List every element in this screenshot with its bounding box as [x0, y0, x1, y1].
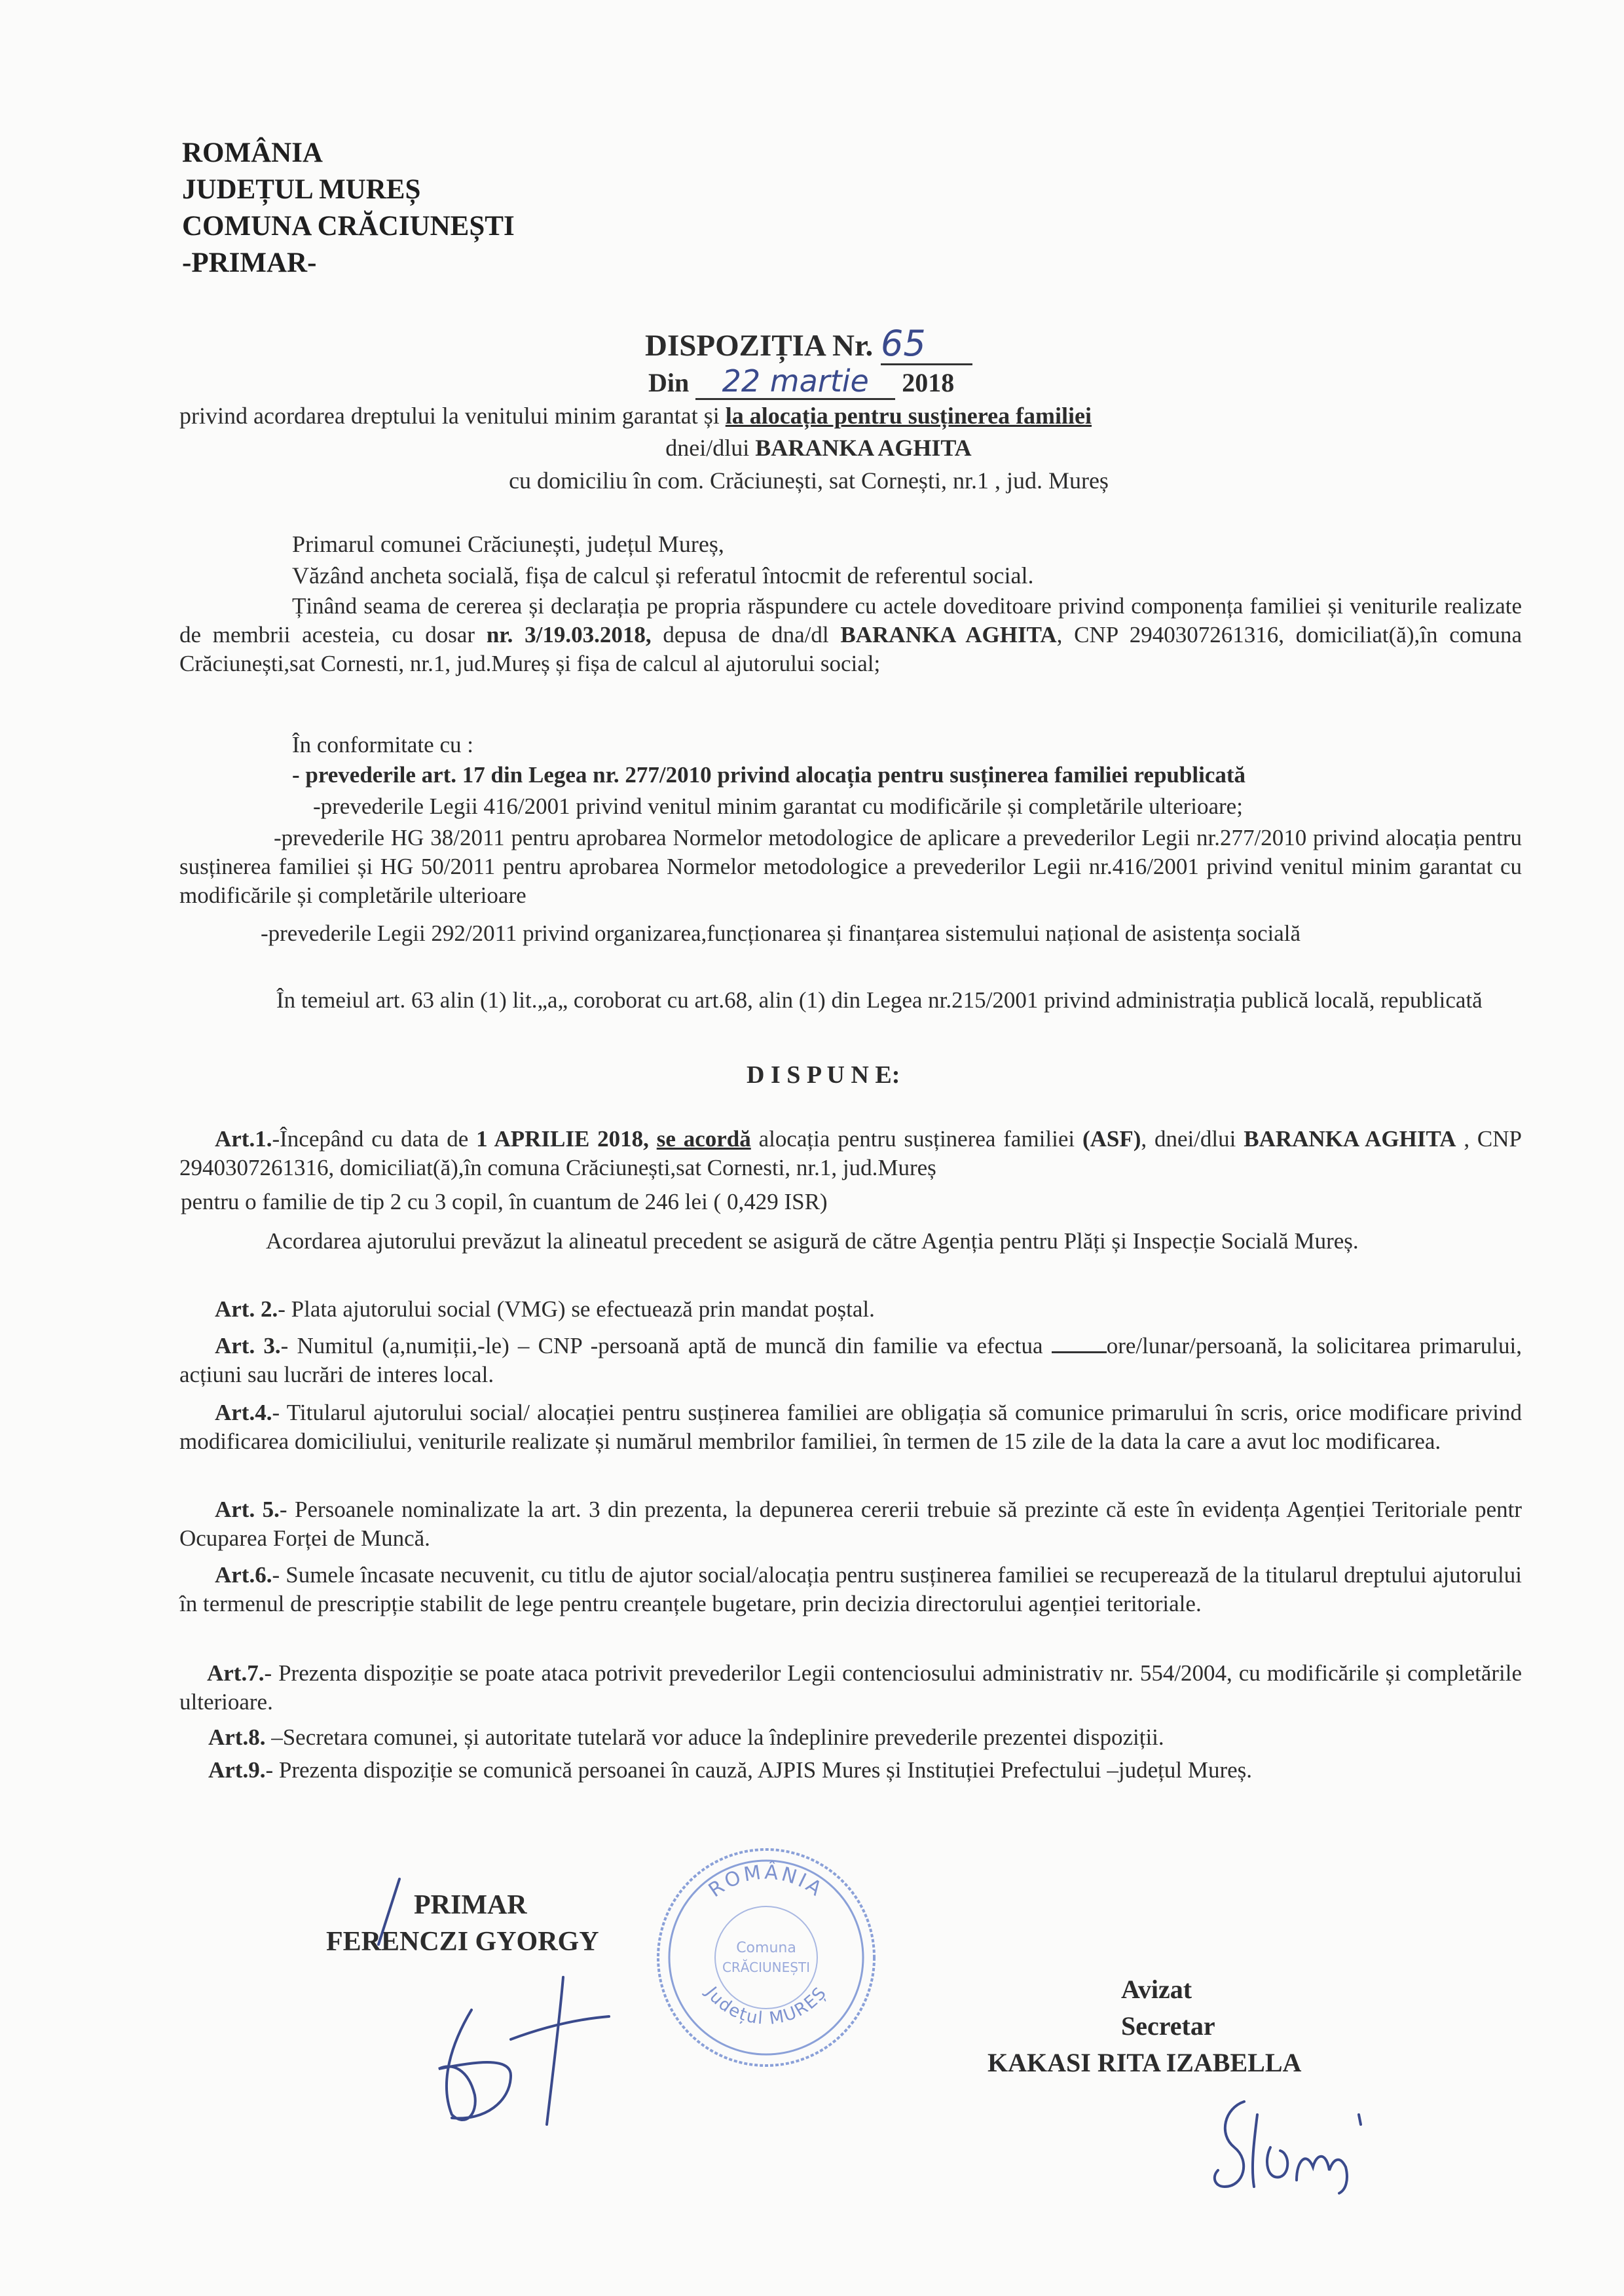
preamble-law-2: -prevederile Legii 416/2001 privind venitul minim garantat cu modificările și completările ulterioare;: [313, 793, 1243, 819]
header-country: ROMÂNIA: [182, 137, 323, 168]
article-6-text: - Sumele încasate necuvenit, cu titlu de ajutor social/alocația pentru susținerea familiei se recuperează de la titularul dreptului ajutorului în termenul de prescripție stabilit de lege pentru creanțele bugetare, prin decizia directorului agenției teritoriale.: [179, 1562, 1522, 1616]
header-county: JUDEȚUL MUREȘ: [182, 174, 421, 205]
preamble-p1: Primarul comunei Crăciunești, județul Mureș,: [292, 531, 724, 557]
article-1-text-3: , dnei/dlui: [1141, 1126, 1236, 1152]
article-3-text-2: ore/lunar/persoană, la solicitarea primarului, acțiuni sau lucrări de interes local.: [179, 1333, 1522, 1387]
subject-line-1: [179, 401, 1092, 431]
article-3-text: - Numitul (a,numiții,-le) – CNP -persoană aptă de muncă din familie va efectua: [280, 1333, 1043, 1358]
article-7-label: Art.7.: [207, 1660, 265, 1686]
preamble-conform: În conformitate cu :: [292, 732, 473, 757]
article-7: [179, 1659, 1522, 1717]
secretar-signature: [1198, 2088, 1382, 2200]
article-6-label: Art.6.: [215, 1562, 272, 1588]
article-1-text: -Începând cu data de: [272, 1126, 469, 1152]
preamble-p3-text: Ținând seama de cererea și declarația pe propria răspundere cu actele doveditoare privind componența familiei și veniturile realizate de membrii acesteia, cu dosar: [179, 593, 1522, 647]
title-nr-label: Nr.: [832, 329, 874, 363]
subject-underlined: la alocația pentru susținerea familiei: [725, 403, 1092, 429]
svg-text:ROMÂNIA: [705, 1860, 828, 1902]
primar-signature-slash: [367, 1872, 419, 1951]
primar-signature: [413, 1964, 622, 2134]
article-4: [179, 1398, 1522, 1456]
header-commune: COMUNA CRĂCIUNEȘTI: [182, 211, 515, 242]
article-8-label: Art.8.: [208, 1724, 266, 1750]
article-9-label: Art.9.: [208, 1757, 266, 1783]
article-1-text-2: alocația pentru susținerea familiei: [758, 1126, 1075, 1152]
preamble-p3: [179, 592, 1522, 678]
primar-name: FERENCZI GYORGY: [326, 1927, 599, 1957]
preamble-dosar: nr. 3/19.03.2018,: [486, 622, 652, 647]
preamble-p3-text-3: , CNP 2940307261316, domiciliat(ă),în comuna Crăciunești,sat Cornesti, nr.1, jud.Mureș și fișa de calcul al ajutorului social;: [179, 622, 1522, 676]
secretar-name: KAKASI RITA IZABELLA: [987, 2048, 1302, 2077]
article-6: [179, 1561, 1522, 1618]
preamble-law-4: -prevederile Legii 292/2011 privind organizarea,funcționarea și finanțarea sistemului național de asistența socială: [261, 920, 1301, 946]
article-1-family: pentru o familie de tip 2 cu 3 copil, în cuantum de 246 lei ( 0,429 ISR): [181, 1189, 828, 1214]
article-4-text: - Titularul ajutorului social/ alocației pentru susținerea familiei are obligația să comunice primarului în scris, orice modificare privind modificarea domiciliului, veniturile realizate și numărul membrilor familiei, în termen de 15 zile de la data la care a avut loc modificarea.: [179, 1400, 1522, 1454]
article-8-text: –Secretara comunei, și autoritate tutelară vor aduce la îndeplinire prevederile prezentei dispoziții.: [271, 1724, 1164, 1750]
preamble-p3-text-2: depusa de dna/dl: [663, 622, 829, 647]
preamble-law-1: - prevederile art. 17 din Legea nr. 277/2010 privind alocația pentru susținerea familiei republicată: [292, 762, 1246, 788]
article-1-name: BARANKA AGHITA: [1244, 1126, 1456, 1152]
title-label: DISPOZIȚIA: [645, 329, 825, 363]
stamp-top-text: ROMÂNIA: [704, 1861, 828, 1903]
subject-line-2: [7, 433, 1624, 463]
preamble-name: BARANKA AGHITA: [840, 622, 1057, 647]
article-1: [179, 1125, 1522, 1182]
article-8: [208, 1723, 1164, 1752]
article-2-label: Art. 2.: [215, 1296, 278, 1322]
article-5: [179, 1495, 1522, 1553]
article-9: [179, 1756, 1522, 1785]
title-number: 65: [881, 324, 972, 365]
document-title: [645, 324, 972, 365]
stamp-bottom-text: Județul MUREȘ: [701, 1983, 831, 2029]
header-office: -PRIMAR-: [182, 247, 317, 278]
subject-dnei-label: dnei/dlui: [665, 435, 750, 461]
subject-prefix: privind acordarea dreptului la venitului minim garantat și: [179, 403, 720, 429]
article-1-text-4: , CNP 2940307261316, domiciliat(ă),în comuna Crăciunești,sat Cornesti, nr.1, jud.Mureș: [179, 1126, 1522, 1180]
article-7-text: - Prezenta dispoziție se poate ataca potrivit prevederilor Legii contenciosului administrativ nr. 554/2004, cu modificările și completările ulterioare.: [179, 1660, 1522, 1715]
article-1-date: 1 APRILIE 2018,: [476, 1126, 649, 1152]
official-stamp: [648, 1840, 884, 2075]
article-2: [215, 1295, 875, 1324]
article-5-text: - Persoanele nominalizate la art. 3 din prezenta, la depunerea cererii trebuie să prezinte că este în evidența Agenției Teritoriale pentr Ocuparea Forței de Muncă.: [179, 1497, 1522, 1551]
subject-beneficiary: BARANKA AGHITA: [755, 435, 972, 461]
stamp-center-2: CRĂCIUNEȘTI: [722, 1959, 811, 1975]
title-year: 2018: [902, 368, 955, 397]
article-2-text: - Plata ajutorului social (VMG) se efectuează prin mandat poștal.: [278, 1296, 875, 1322]
article-1-agency: Acordarea ajutorului prevăzut la alineatul precedent se asigură de către Agenția pentru Plăți și Inspecție Socială Mureș.: [266, 1228, 1359, 1254]
secretar-title: Secretar: [1121, 2011, 1215, 2041]
preamble-temei: În temeiul art. 63 alin (1) lit.„a„ coroborat cu art.68, alin (1) din Legea nr.215/2001 privind administrația publică locală, republicată: [276, 987, 1483, 1013]
avizat-label: Avizat: [1121, 1975, 1192, 2004]
subject-line-3: cu domiciliu în com. Crăciunești, sat Cornești, nr.1 , jud. Mureș: [509, 467, 1109, 494]
preamble-law-3: -prevederile HG 38/2011 pentru aprobarea Normelor metodologice de aplicare a prevederilor Legii nr.277/2010 privind alocația pentru susținerea familiei și HG 50/2011 pentru aprobarea Normelor metodologice a prevederilor Legii nr.416/2001 privind venitul minim garantat cu modificările și completările ulterioare: [179, 825, 1522, 908]
preamble-p2: Văzând ancheta socială, fișa de calcul și referatul întocmit de referentul social.: [292, 562, 1034, 589]
article-1-acorda: se acordă: [656, 1126, 751, 1152]
stamp-center-1: Comuna: [736, 1940, 796, 1956]
svg-text:Județul MUREȘ: [701, 1982, 831, 2029]
article-3-hours-blank: [1052, 1351, 1107, 1353]
title-date-handwritten: 22 martie: [695, 364, 895, 400]
document-header: [182, 135, 515, 282]
dispune-heading: D I S P U N E:: [747, 1061, 900, 1089]
article-3: [179, 1332, 1522, 1389]
title-din-label: Din: [648, 368, 690, 397]
article-1-label: Art.1.: [215, 1126, 272, 1152]
article-9-text: - Prezenta dispoziție se comunică persoanei în cauză, AJPIS Mures și Instituției Prefectului –județul Mureș.: [265, 1757, 1253, 1783]
article-5-label: Art. 5.: [215, 1497, 280, 1522]
primar-title: PRIMAR: [414, 1890, 527, 1920]
title-date-line: [648, 364, 954, 400]
article-4-label: Art.4.: [215, 1400, 272, 1425]
article-3-label: Art. 3.: [215, 1333, 281, 1358]
article-1-asf: (ASF): [1082, 1126, 1141, 1152]
